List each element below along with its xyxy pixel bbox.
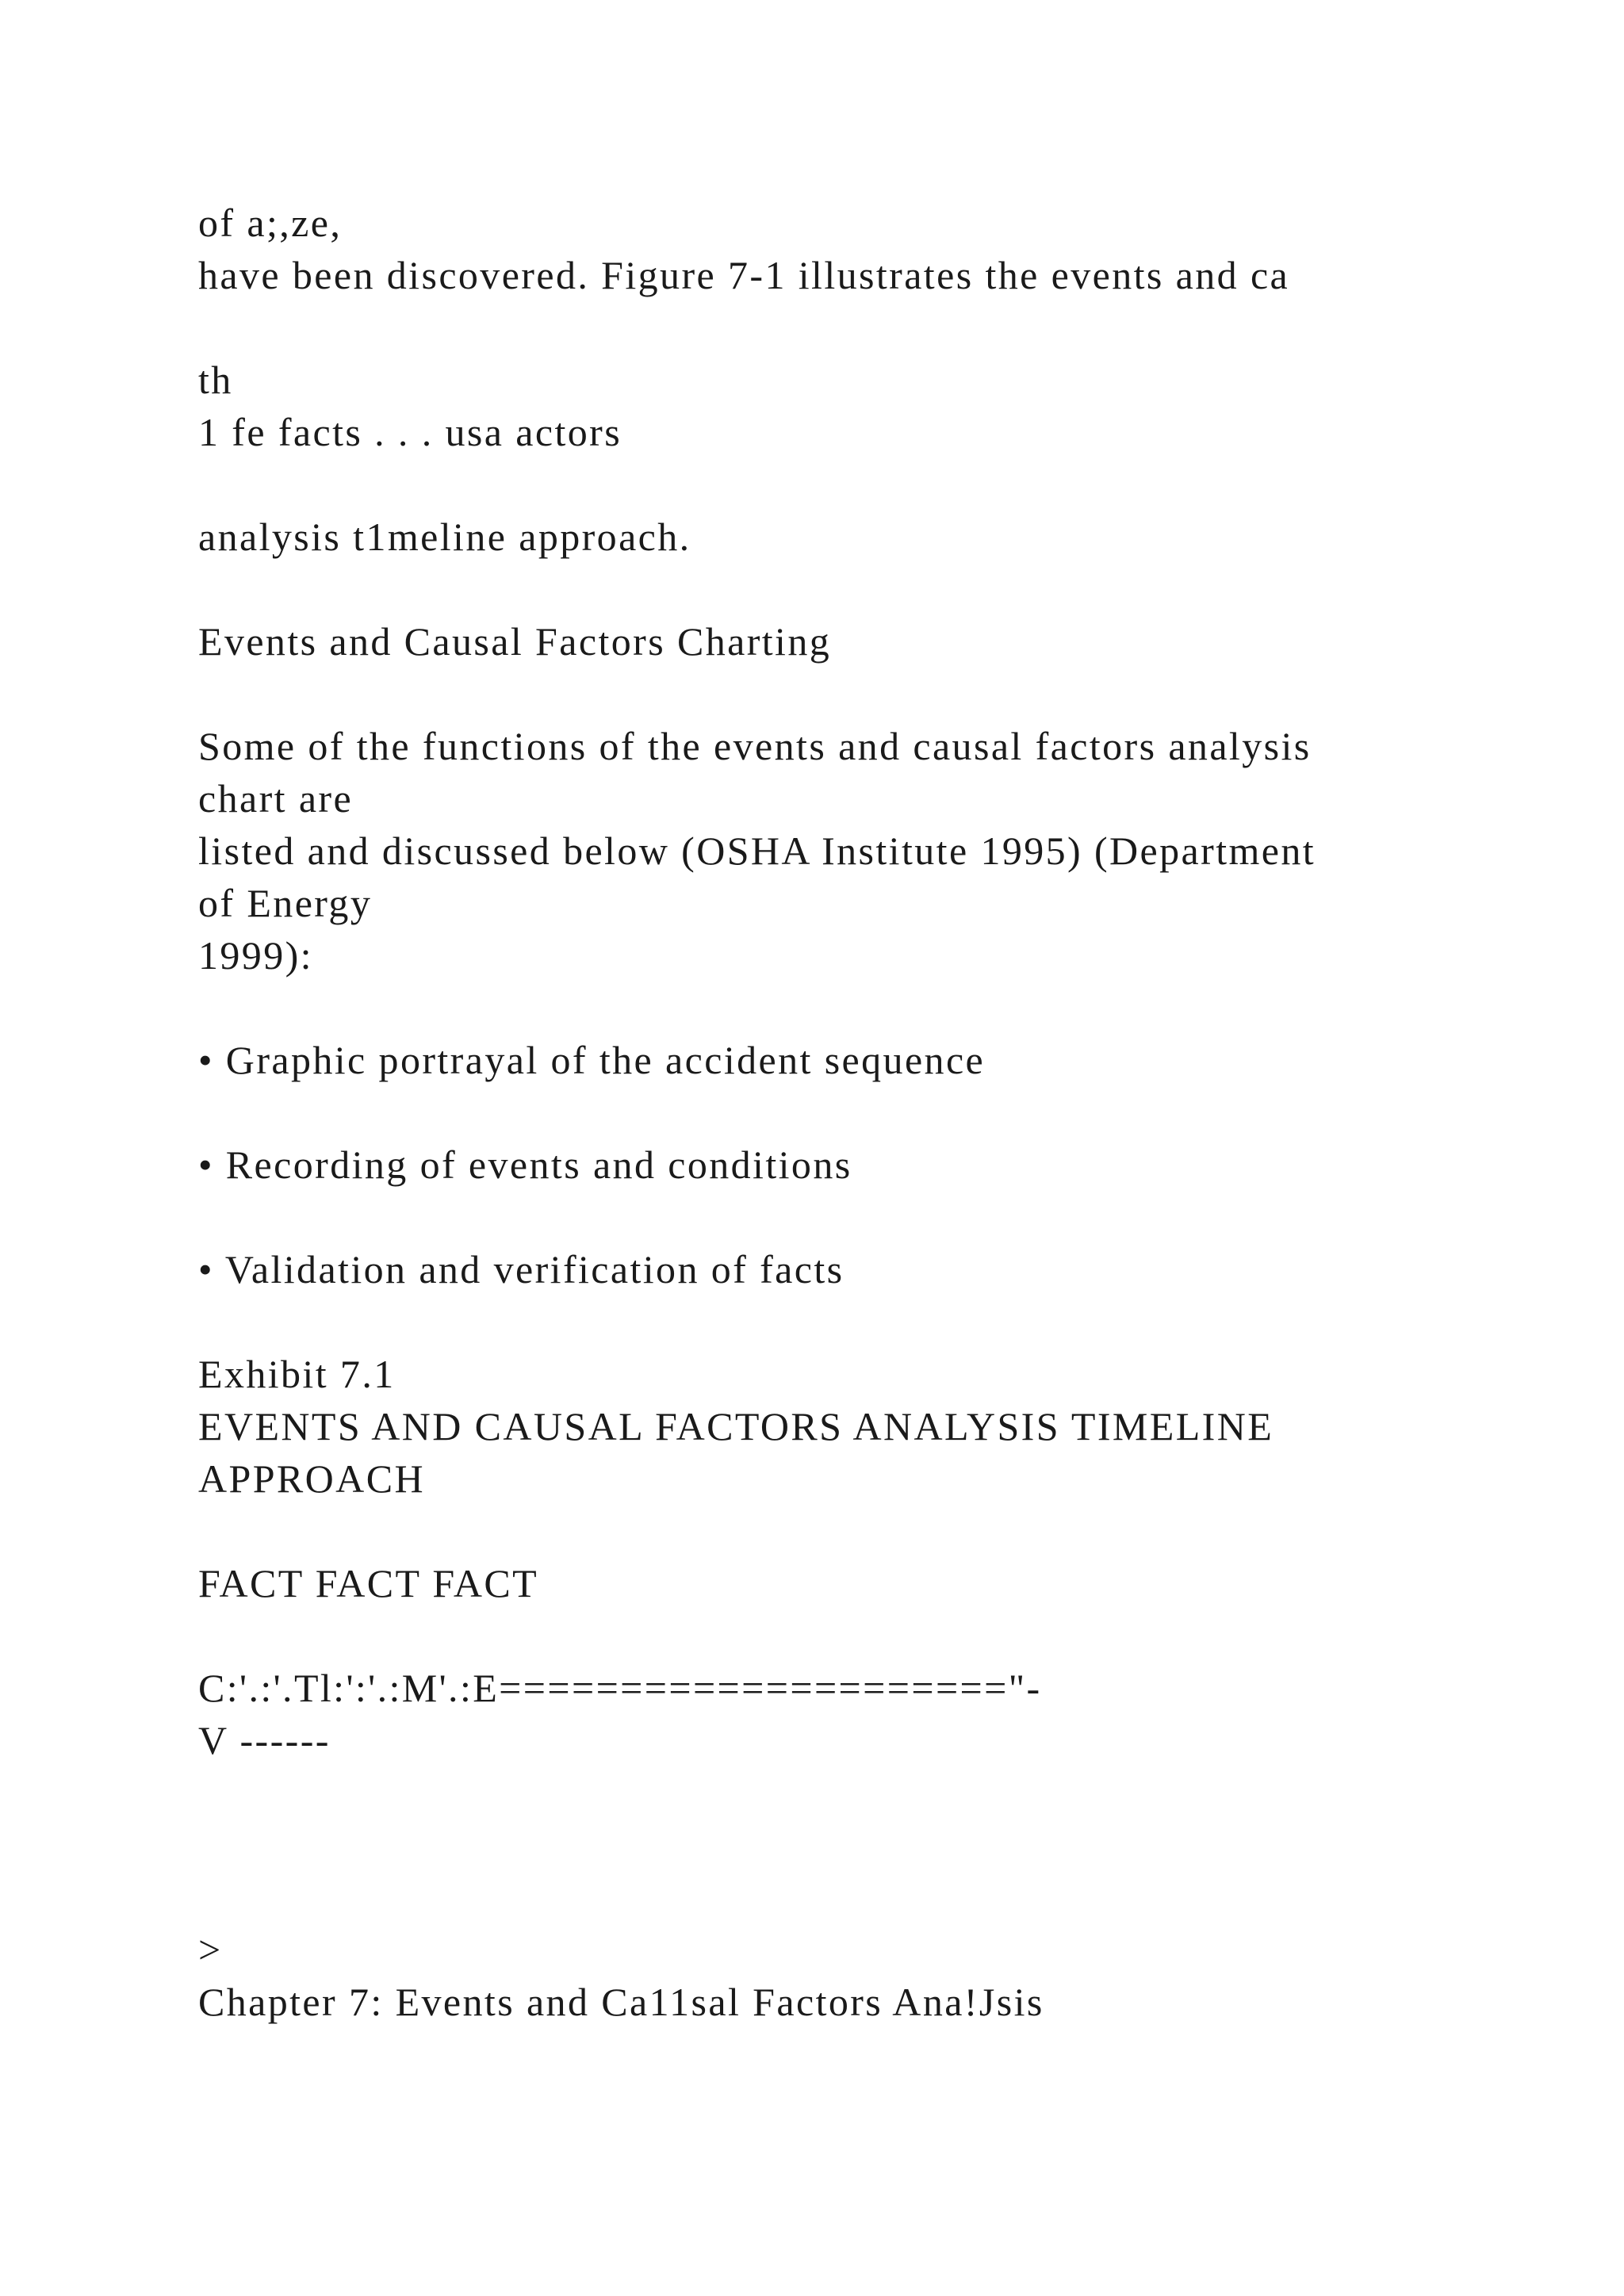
bullet-item: • Recording of events and conditions (198, 1142, 852, 1187)
exhibit-title-line-1: EVENTS AND CAUSAL FACTORS ANALYSIS TIMELINE (198, 1404, 1274, 1448)
text-line-fragment: of a;,ze, (198, 201, 343, 245)
chapter-footer: Chapter 7: Events and Ca11sal Factors Ana!Jsis (198, 1980, 1044, 2024)
paragraph-line-1: Some of the functions of the events and causal factors analysis (198, 724, 1312, 768)
bullet-item: • Validation and verification of facts (198, 1247, 845, 1292)
exhibit-timeline-text: V ------ (198, 1718, 331, 1762)
exhibit-fact-labels: FACT FACT FACT (198, 1561, 539, 1605)
text-line-fragment-th: th (198, 358, 233, 402)
paragraph-line-3: listed and discussed below (OSHA Institute 1995) (Department (198, 828, 1316, 873)
exhibit-timeline-text: C:'.:'.Tl:':'.:M'.:E====================="- (198, 1666, 1042, 1710)
stray-symbol: > (198, 1927, 223, 1972)
text-line-facts: 1 fe facts . . . usa actors (198, 410, 622, 454)
exhibit-title-line-2: APPROACH (198, 1456, 425, 1501)
text-line-analysis: analysis t1meline approach. (198, 515, 691, 559)
paragraph-line-5: 1999): (198, 933, 313, 978)
paragraph-line-2: chart are (198, 776, 354, 821)
text-line-figure-reference: have been discovered. Figure 7-1 illustrates the events and ca (198, 253, 1290, 297)
section-heading: Events and Causal Factors Charting (198, 619, 832, 664)
bullet-item: • Graphic portrayal of the accident sequence (198, 1038, 986, 1082)
paragraph-line-4: of Energy (198, 881, 373, 925)
exhibit-label: Exhibit 7.1 (198, 1352, 396, 1396)
